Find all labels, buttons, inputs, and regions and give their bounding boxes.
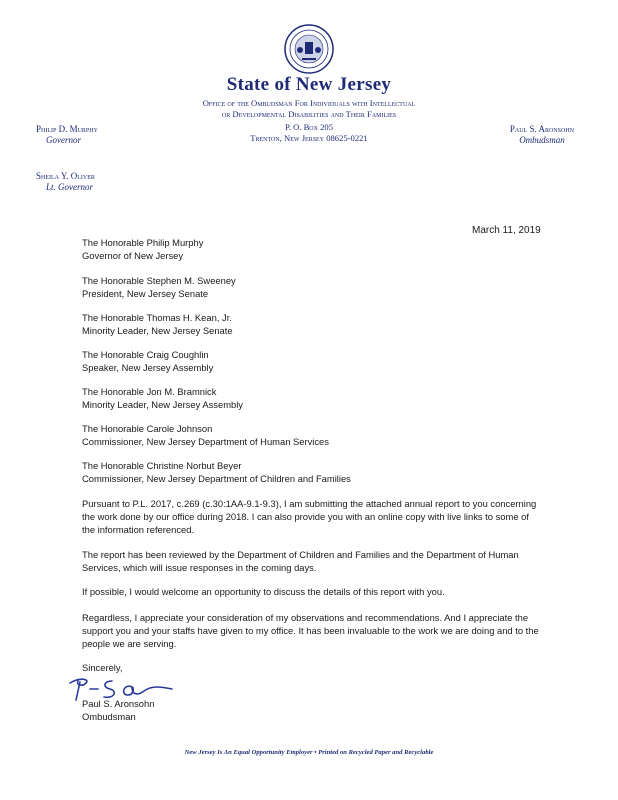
recipient-title: Commissioner, New Jersey Department of Human Services xyxy=(82,435,329,447)
body-paragraph-3: If possible, I would welcome an opportunity to discuss the details of this report with you. xyxy=(82,586,445,597)
governor-block xyxy=(36,124,98,146)
recipient-name: The Honorable Stephen M. Sweeney xyxy=(82,275,236,286)
recipient xyxy=(82,237,203,262)
ombudsman-block xyxy=(510,124,574,146)
governor-title: Governor xyxy=(46,135,81,145)
recipient-name: The Honorable Jon M. Bramnick xyxy=(82,386,217,397)
recipient-name: The Honorable Thomas H. Kean, Jr. xyxy=(82,312,232,323)
recipient xyxy=(82,312,233,337)
recipient-title: Minority Leader, New Jersey Assembly xyxy=(82,398,243,410)
body-paragraph-1: Pursuant to P.L. 2017, c.269 (c.30:1AA-9.1-9.3), I am submitting the attached annual report to you concerning the work done by our office during 2018. I can also provide you with an online copy with live links to some of the information referenced. xyxy=(82,498,537,535)
recipient-title: Governor of New Jersey xyxy=(82,249,184,261)
recipient-name: The Honorable Carole Johnson xyxy=(82,423,213,434)
recipient xyxy=(82,275,236,300)
lt-governor-name: Sheila Y. Oliver xyxy=(36,171,95,181)
state-seal-icon xyxy=(284,24,334,74)
office-name-line2: or Developmental Disabilities and Their Families xyxy=(221,109,397,119)
recipient-name: The Honorable Christine Norbut Beyer xyxy=(82,460,242,471)
state-title: State of New Jersey xyxy=(226,74,392,95)
recipient-title: Speaker, New Jersey Assembly xyxy=(82,361,214,373)
recipient-title: Minority Leader, New Jersey Senate xyxy=(82,324,233,336)
signatory-name: Paul S. Aronsohn xyxy=(82,698,155,709)
body-paragraph-4: Regardless, I appreciate your consideration of my observations and recommendations. And I appreciate the support you and your staffs have given to my office. It has been invaluable to the work we are doing and to the people we are serving. xyxy=(82,612,539,649)
city-zip: Trenton, New Jersey 08625-0221 xyxy=(250,133,368,143)
footer-note: New Jersey Is An Equal Opportunity Employer • Printed on Recycled Paper and Recyclable xyxy=(184,749,434,756)
signatory-title: Ombudsman xyxy=(82,711,136,722)
recipient-name: The Honorable Craig Coughlin xyxy=(82,349,209,360)
lt-governor-title: Lt. Governor xyxy=(46,182,93,192)
body-paragraph-2: The report has been reviewed by the Department of Children and Families and the Department of Human Services, which will issue responses in the coming days. xyxy=(82,549,519,573)
closing-salutation: Sincerely, xyxy=(82,662,123,673)
recipient-title: President, New Jersey Senate xyxy=(82,287,209,299)
office-name-line1: Office of the Ombudsman For Individuals with Intellectual xyxy=(202,98,416,108)
ombudsman-title: Ombudsman xyxy=(519,135,565,145)
recipient-title: Commissioner, New Jersey Department of Children and Families xyxy=(82,472,351,484)
governor-name: Philip D. Murphy xyxy=(36,124,98,134)
recipient xyxy=(82,460,351,485)
po-box: P. O. Box 205 xyxy=(284,122,334,132)
signatory-block xyxy=(82,697,542,723)
lt-governor-block xyxy=(36,171,95,193)
recipient xyxy=(82,386,243,411)
recipient xyxy=(82,423,329,448)
ombudsman-name: Paul S. Aronsohn xyxy=(509,124,574,134)
letter-date: March 11, 2019 xyxy=(472,225,541,236)
recipient-name: The Honorable Philip Murphy xyxy=(82,237,204,248)
recipient xyxy=(82,349,213,374)
